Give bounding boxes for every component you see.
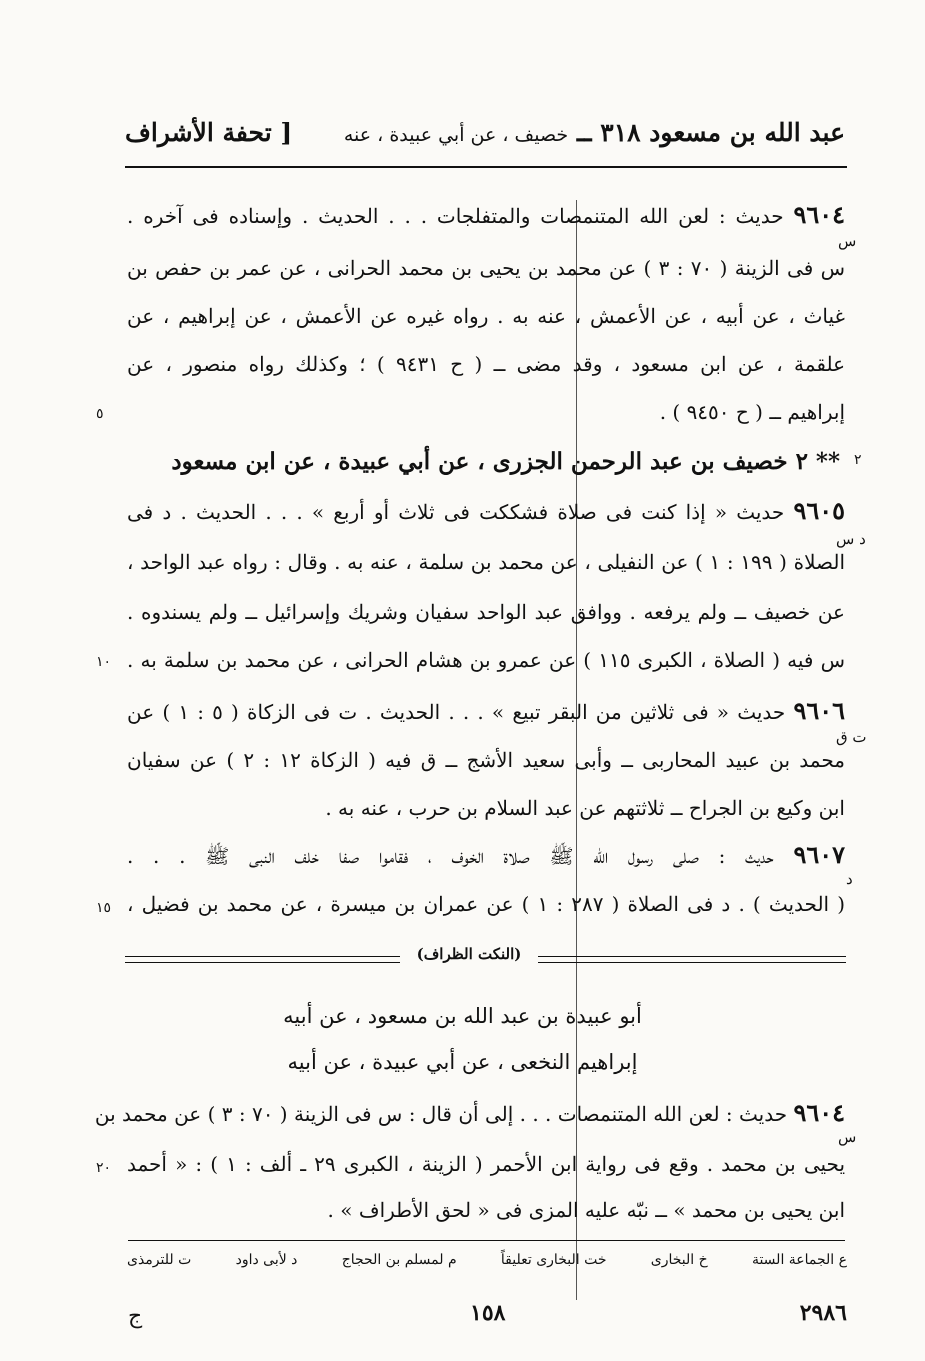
line-number: ١٠ [96, 654, 112, 670]
divider-rule-right [538, 956, 846, 957]
divider-rule-right [538, 962, 846, 963]
hadith-number: ٩٦٠٤ [793, 200, 845, 229]
running-header-left: [ تحفة الأشراف [125, 118, 293, 147]
margin-siglum: ت ق [836, 728, 867, 746]
hadith-number: ٩٦٠٦ [793, 696, 845, 725]
header-main: عبد الله بن مسعود ٣١٨ ــ [576, 118, 845, 147]
hadith-9606-line-1: ٩٦٠٦ حديث « فى ثلاثين من البقر تبيع » . . . الحديث . ت فى الزكاة ( ٥ : ١ ) عن [127, 696, 845, 725]
volume-page-number: ٢٩٨٦ [799, 1300, 847, 1326]
hadith-9604-line-2: س فى الزينة ( ٧٠ : ٣ ) عن محمد بن يحيى بن محمد الحرانى ، عن عمر بن حفص بن [127, 256, 845, 280]
hadith-9605-line-3: عن خصيف ــ ولم يرفعه . ووافق عبد الواحد سفيان وشريك وإسرائيل ــ ولم يسندوه . [127, 600, 845, 624]
margin-siglum: س [838, 232, 857, 250]
signature-mark: ج [128, 1304, 143, 1329]
margin-siglum: س [838, 1128, 857, 1146]
margin-siglum: د س [836, 530, 866, 548]
nukat-line-2: يحيى بن محمد . وقع فى رواية ابن الأحمر ( الزينة ، الكبرى ٢٩ ـ ألف : ١ ) : « أحمد [127, 1152, 846, 1176]
divider-rule-left [125, 962, 400, 963]
section-heading: ** ٢ خصيف بن عبد الرحمن الجزرى ، عن أبي عبيدة ، عن ابن مسعود [171, 448, 840, 475]
sigla-key-item: خ البخارى [650, 1252, 708, 1268]
divider-rule-left [125, 956, 400, 957]
header-rule [125, 166, 847, 168]
hadith-9604-line-5: إبراهيم ــ ( ح ٩٤٥٠ ) . [659, 400, 845, 424]
hadith-9605-line-1: ٩٦٠٥ حديث « إذا كنت فى صلاة فشككت فى ثلاث أو أربع » . . . الحديث . د فى [127, 496, 845, 525]
hadith-9607-line-1: ٩٦٠٧ حديث : صلى رسول الله ﷺ صلاة الخوف ، فقاموا صفا خلف النبى ﷺ . . . [127, 840, 845, 869]
sigla-key [127, 1252, 847, 1268]
nukat-line-3: ابن يحيى بن محمد » ــ نبّه عليه المزى فى « لحق الأطراف » . [327, 1198, 845, 1222]
hadith-9605-line-2: الصلاة ( ١٩٩ : ١ ) عن النفيلى ، عن محمد بن سلمة ، عنه به . وقال : رواه عبد الواحد ، [127, 550, 845, 574]
sigla-key-item: م لمسلم بن الحجاج [341, 1252, 457, 1268]
hadith-number: ٩٦٠٧ [793, 840, 845, 869]
hadith-number: ٩٦٠٤ [793, 1098, 845, 1127]
nukat-line-1: ٩٦٠٤ حديث : لعن الله المتنمصات . . . إلى أن قال : س فى الزينة ( ٧٠ : ٣ ) عن محمد بن [94, 1098, 845, 1127]
footer-rule [128, 1240, 845, 1241]
hadith-9606-line-3: ابن وكيع بن الجراح ــ ثلاثتهم عن عبد السلام بن حرب ، عنه به . [325, 796, 845, 820]
sigla-key-item: ت للترمذى [127, 1252, 192, 1268]
hadith-9604-line-4: علقمة ، عن ابن مسعود ، وقد مضى ــ ( ح ٩٤٣١ ) ؛ وكذلك رواه منصور ، عن [127, 352, 846, 376]
chain-heading: إبراهيم النخعى ، عن أبي عبيدة ، عن أبيه [287, 1050, 638, 1074]
hadith-9604-line-3: غياث ، عن أبيه ، عن الأعمش ، عنه به . رواه غيره عن الأعمش ، عن إبراهيم ، عن [127, 304, 845, 328]
sigla-key-item: د لأبى داود [235, 1252, 298, 1268]
running-header-right [344, 118, 845, 147]
line-number: ٢٠ [96, 1160, 112, 1176]
line-number: ١٥ [96, 900, 112, 916]
line-number: ٥ [96, 406, 104, 422]
margin-section-number: ٢ [854, 452, 862, 468]
sigla-key-item: خت البخارى تعليقاً [500, 1252, 607, 1268]
sigla-key-item: ع الجماعة الستة [751, 1252, 847, 1268]
chain-heading: أبو عبيدة بن عبد الله بن مسعود ، عن أبيه [283, 1004, 642, 1028]
hadith-9604-line-1: ٩٦٠٤ حديث : لعن الله المتنمصات والمتفلجات . . . الحديث . وإسناده فى آخره . [127, 200, 845, 229]
margin-siglum: د [846, 870, 853, 888]
hadith-9605-line-4: س فيه ( الصلاة ، الكبرى ١١٥ ) عن عمرو بن هشام الحرانى ، عن محمد بن سلمة به . [127, 648, 845, 672]
page-number: ١٥٨ [470, 1300, 506, 1326]
header-sub: خصيف ، عن أبي عبيدة ، عنه [343, 124, 569, 146]
hadith-number: ٩٦٠٥ [793, 496, 845, 525]
nukat-title: (النكت الظراف) [416, 945, 522, 963]
hadith-9606-line-2: محمد بن عبيد المحاربى ــ وأبى سعيد الأشج ــ ق فيه ( الزكاة ١٢ : ٢ ) عن سفيان [127, 748, 845, 772]
hadith-9607-line-2: ( الحديث ) . د فى الصلاة ( ٢٨٧ : ١ ) عن عمران بن ميسرة ، عن محمد بن فضيل ، [127, 892, 846, 916]
